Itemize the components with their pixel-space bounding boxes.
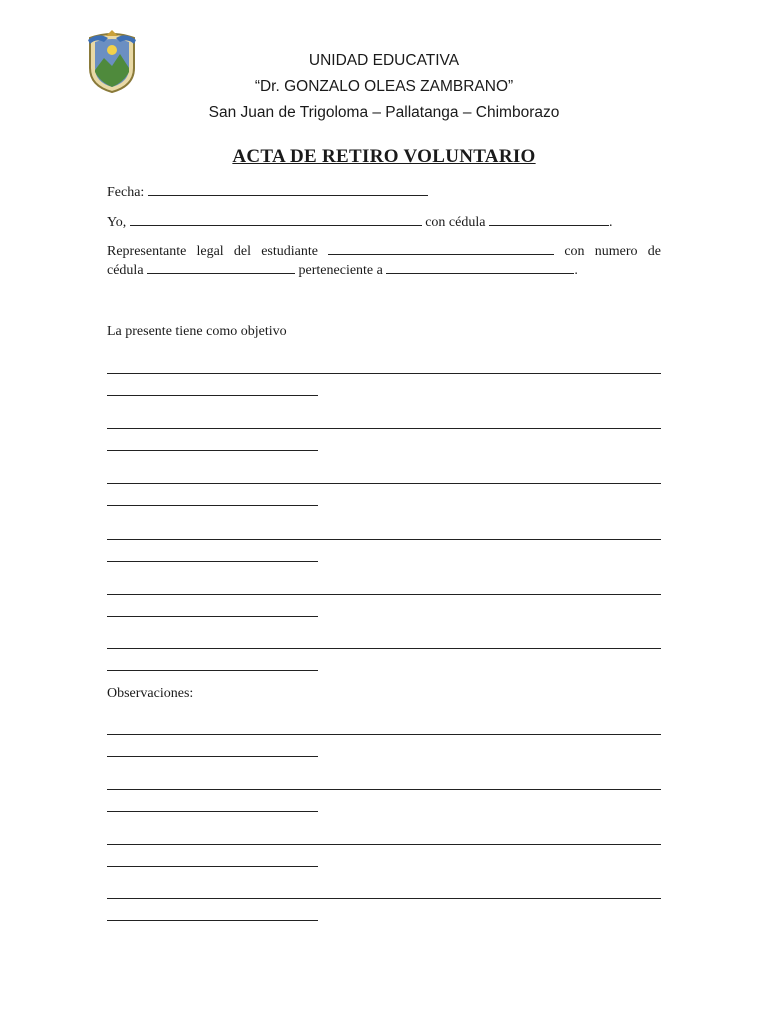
representative-line-2 <box>107 261 661 280</box>
writing-line[interactable] <box>107 616 318 617</box>
writing-line[interactable] <box>107 734 661 735</box>
writing-line[interactable] <box>107 920 318 921</box>
rep-cedula-blank[interactable] <box>147 261 295 274</box>
writing-line[interactable] <box>107 373 661 374</box>
perteneciente-label: perteneciente a <box>298 263 383 278</box>
writing-line[interactable] <box>107 450 318 451</box>
writing-line[interactable] <box>107 811 318 812</box>
writing-line[interactable] <box>107 428 661 429</box>
date-field-row <box>107 183 428 201</box>
word: de <box>647 244 661 259</box>
objective-label: La presente tiene como objetivo <box>107 324 287 339</box>
cedula-label: con cédula <box>425 215 486 230</box>
course-blank[interactable] <box>386 261 574 274</box>
writing-line[interactable] <box>107 648 661 649</box>
writing-line[interactable] <box>107 789 661 790</box>
writing-line[interactable] <box>107 756 318 757</box>
word: estudiante <box>261 244 318 259</box>
writing-line[interactable] <box>107 561 318 562</box>
name-blank[interactable] <box>130 213 422 226</box>
cedula-blank[interactable] <box>489 213 609 226</box>
word: legal <box>196 244 224 259</box>
document-title: ACTA DE RETIRO VOLUNTARIO <box>232 146 536 167</box>
writing-line[interactable] <box>107 505 318 506</box>
school-name: “Dr. GONZALO OLEAS ZAMBRANO” <box>254 78 514 95</box>
cedula-word: cédula <box>107 263 144 278</box>
writing-line[interactable] <box>107 395 318 396</box>
word: del <box>233 244 251 259</box>
end-period: . <box>574 263 578 278</box>
end-period: . <box>608 215 613 230</box>
writing-line[interactable] <box>107 866 318 867</box>
representative-line-1 <box>107 242 661 261</box>
writing-line[interactable] <box>107 844 661 845</box>
student-name-blank[interactable] <box>328 242 554 255</box>
school-location: San Juan de Trigoloma – Pallatanga – Chimborazo <box>208 104 560 121</box>
representative-paragraph <box>107 242 661 280</box>
word: numero <box>594 244 638 259</box>
word: Representante <box>107 244 187 259</box>
writing-line[interactable] <box>107 483 661 484</box>
word: con <box>564 244 585 259</box>
writing-line[interactable] <box>107 898 661 899</box>
writing-line[interactable] <box>107 670 318 671</box>
institution-name: UNIDAD EDUCATIVA <box>308 52 460 69</box>
observations-label: Observaciones: <box>107 686 194 701</box>
document-header <box>0 48 768 126</box>
writing-line[interactable] <box>107 539 661 540</box>
name-field-row <box>107 213 612 231</box>
date-blank[interactable] <box>148 183 428 196</box>
writing-line[interactable] <box>107 594 661 595</box>
yo-label: Yo, <box>107 215 127 230</box>
date-label: Fecha: <box>107 185 145 200</box>
